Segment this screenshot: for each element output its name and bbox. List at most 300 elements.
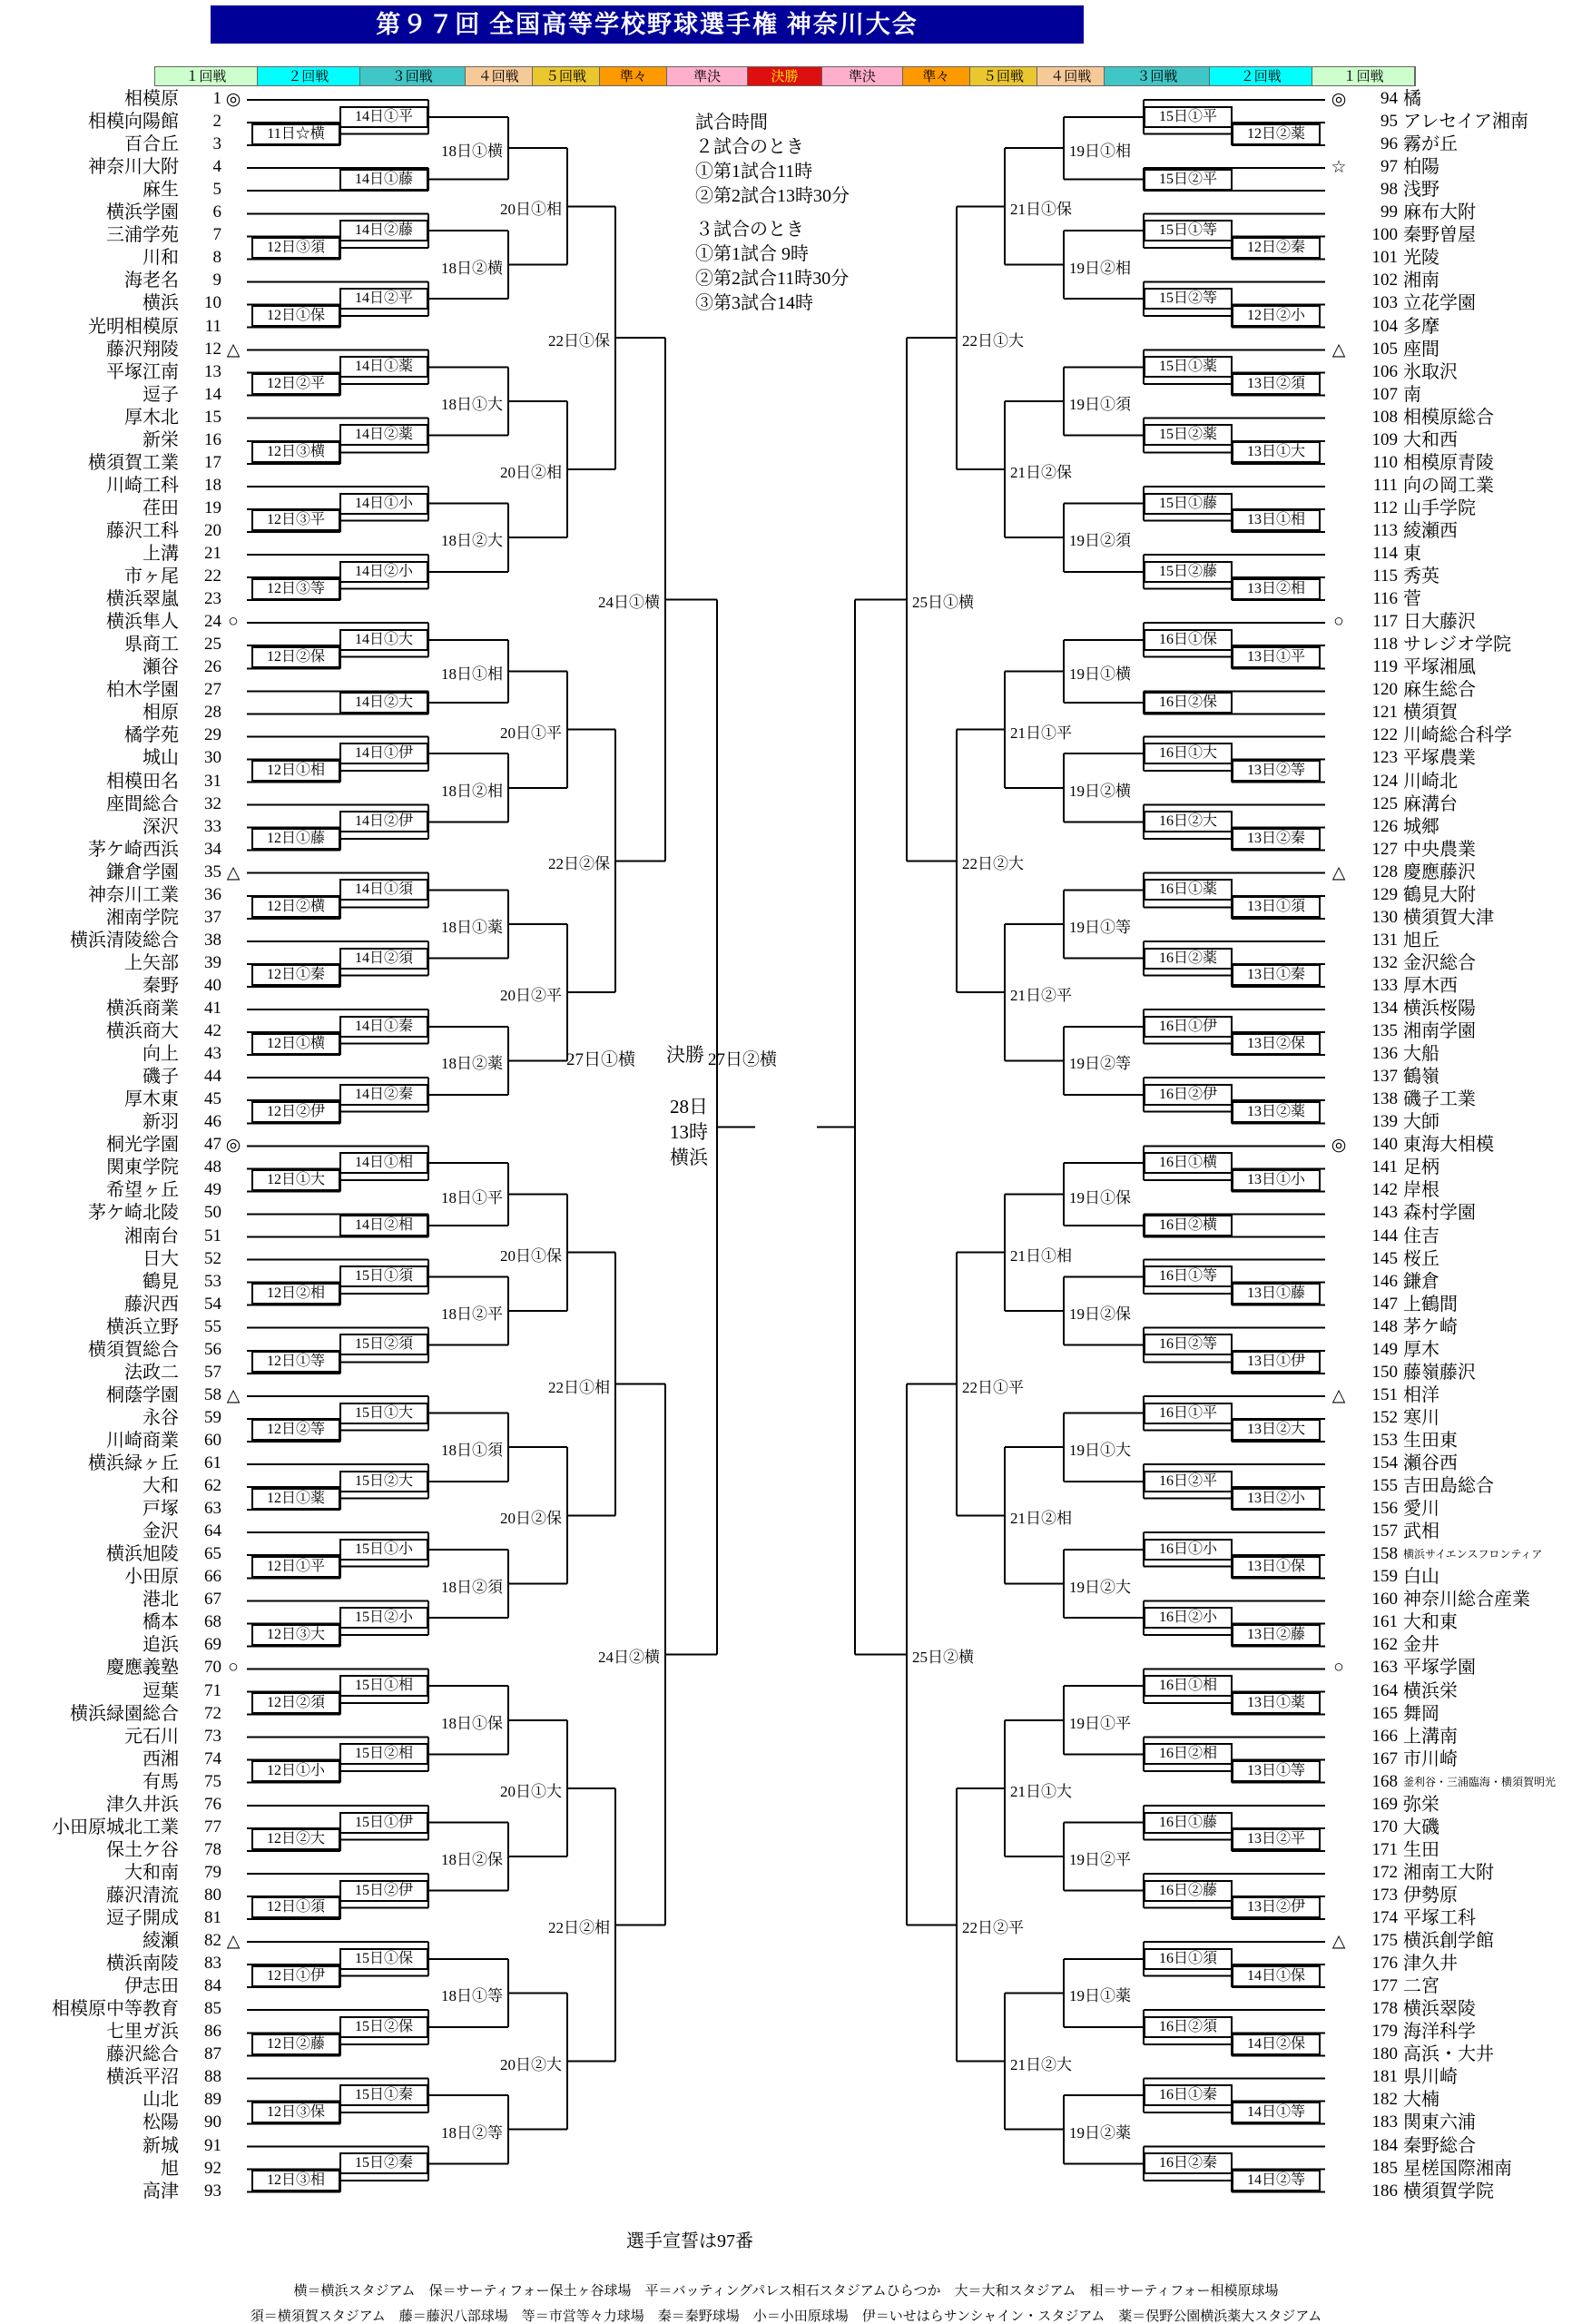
round-label: 20日②平 bbox=[500, 987, 562, 1005]
round-label: 22日①保 bbox=[548, 332, 610, 350]
team-number: 6 bbox=[212, 202, 221, 222]
second-round-match-box: 15日②保 bbox=[339, 2016, 428, 2038]
team-name: 新栄 bbox=[142, 429, 179, 450]
second-round-match-box: 16日②秦 bbox=[1144, 2152, 1233, 2174]
team-number: 26 bbox=[204, 657, 221, 677]
first-round-match-box: 13日②平 bbox=[1232, 1828, 1321, 1850]
team-name: 氷取沢 bbox=[1403, 361, 1458, 382]
first-round-match-box: 13日②相 bbox=[1232, 578, 1321, 600]
second-round-match-box: 16日②大 bbox=[1144, 811, 1233, 832]
team-number: 115 bbox=[1372, 566, 1398, 586]
team-name: 横浜翠陵 bbox=[1403, 1999, 1476, 2020]
second-round-match-box: 14日①相 bbox=[339, 1152, 428, 1174]
team-name: 上鶴間 bbox=[1403, 1294, 1458, 1315]
team-number: 175 bbox=[1371, 1931, 1398, 1951]
team-number: 32 bbox=[204, 793, 221, 813]
team-number: 46 bbox=[204, 1112, 221, 1132]
team-number: 158 bbox=[1371, 1544, 1398, 1564]
team-number: 146 bbox=[1371, 1271, 1398, 1291]
team-name: 慶應藤沢 bbox=[1403, 862, 1476, 882]
team-number: 100 bbox=[1371, 225, 1398, 245]
round-label: 18日①平 bbox=[441, 1188, 503, 1206]
round-bar-segment: 準々 bbox=[903, 67, 970, 85]
game-time-info-line: ①第1試合 9時 bbox=[695, 244, 809, 264]
team-name: 金沢総合 bbox=[1403, 952, 1476, 973]
team-name: 県川崎 bbox=[1403, 2067, 1458, 2088]
team-number: 28 bbox=[204, 703, 221, 723]
team-name: 釜利谷・三浦臨海・横須賀明光 bbox=[1403, 1775, 1557, 1788]
team-number: 137 bbox=[1371, 1067, 1398, 1087]
round-label: 20日①大 bbox=[500, 1782, 562, 1800]
team-name: 橋本 bbox=[142, 1612, 179, 1633]
team-number: 127 bbox=[1371, 839, 1398, 859]
team-number: 20 bbox=[204, 520, 221, 540]
team-number: 111 bbox=[1372, 475, 1398, 495]
team-name: 大和東 bbox=[1403, 1612, 1458, 1633]
second-round-match-box: 15日①伊 bbox=[339, 1812, 428, 1834]
team-name: 金沢 bbox=[142, 1521, 179, 1542]
team-name: 相模原青陵 bbox=[1403, 452, 1494, 473]
round-label: 19日②須 bbox=[1069, 532, 1131, 550]
team-number: 51 bbox=[204, 1226, 221, 1246]
second-round-match-box: 14日①須 bbox=[339, 879, 428, 901]
team-name: 横浜清陵総合 bbox=[70, 930, 179, 950]
round-label: 18日①須 bbox=[441, 1442, 503, 1460]
team-number: 98 bbox=[1380, 180, 1398, 200]
first-round-match-box: 13日②須 bbox=[1232, 373, 1321, 395]
team-number: 25 bbox=[204, 635, 221, 655]
team-number: 90 bbox=[204, 2112, 221, 2132]
team-name: 平塚学園 bbox=[1403, 1658, 1476, 1679]
seed-mark: ◎ bbox=[225, 90, 241, 109]
team-number: 3 bbox=[212, 134, 221, 154]
team-name: 相模田名 bbox=[106, 771, 179, 792]
team-name: 鎌倉 bbox=[1403, 1271, 1439, 1292]
round-label: 22日②大 bbox=[962, 855, 1024, 873]
first-round-match-box: 13日②保 bbox=[1232, 1033, 1321, 1055]
team-number: 31 bbox=[204, 771, 221, 791]
first-round-match-box: 13日①平 bbox=[1232, 646, 1321, 668]
round-label: 19日②保 bbox=[1069, 1305, 1131, 1323]
first-round-match-box: 14日①等 bbox=[1232, 2102, 1321, 2123]
second-round-match-box: 15日②薬 bbox=[1144, 424, 1233, 446]
team-name: 桜丘 bbox=[1403, 1248, 1439, 1269]
team-name: 小田原城北工業 bbox=[52, 1817, 179, 1837]
team-name: 平塚湘風 bbox=[1403, 657, 1476, 678]
round-label: 21日①平 bbox=[1010, 724, 1072, 742]
round-label: 18日①大 bbox=[441, 395, 503, 413]
team-number: 134 bbox=[1371, 999, 1398, 1018]
team-number: 5 bbox=[212, 180, 221, 200]
first-round-match-box: 11日☆横 bbox=[251, 123, 340, 145]
team-name: 川崎工科 bbox=[106, 475, 179, 496]
round-label: 18日①横 bbox=[441, 143, 503, 161]
team-name: 大磯 bbox=[1403, 1817, 1439, 1837]
team-name: 相模向陽館 bbox=[88, 112, 179, 133]
round-bar-segment: ２回戦 bbox=[1210, 67, 1312, 85]
team-name: 関東学院 bbox=[106, 1157, 179, 1178]
team-number: 157 bbox=[1371, 1521, 1398, 1541]
team-number: 159 bbox=[1371, 1567, 1398, 1587]
team-name: 白山 bbox=[1403, 1567, 1439, 1588]
seed-mark: ○ bbox=[228, 1658, 239, 1678]
team-number: 88 bbox=[204, 2067, 221, 2087]
team-name: 横須賀 bbox=[1403, 703, 1458, 724]
team-name: 座間 bbox=[1403, 339, 1439, 359]
team-name: 市川崎 bbox=[1403, 1748, 1458, 1769]
team-name: 湘南学園 bbox=[1403, 1021, 1476, 1042]
team-number: 24 bbox=[204, 612, 221, 632]
first-round-match-box: 13日①相 bbox=[1232, 509, 1321, 531]
team-number: 173 bbox=[1371, 1885, 1398, 1905]
team-number: 66 bbox=[204, 1567, 221, 1587]
team-name: 茅ケ崎西浜 bbox=[88, 839, 179, 860]
first-round-match-box: 12日①保 bbox=[251, 305, 340, 327]
first-round-match-box: 13日②等 bbox=[1232, 760, 1321, 782]
first-round-match-box: 13日②秦 bbox=[1232, 828, 1321, 850]
team-number: 122 bbox=[1371, 725, 1398, 745]
team-name: 横浜商大 bbox=[106, 1021, 179, 1042]
team-number: 72 bbox=[204, 1703, 221, 1723]
team-number: 8 bbox=[212, 248, 221, 268]
team-number: 4 bbox=[212, 157, 221, 177]
second-round-match-box: 16日①小 bbox=[1144, 1539, 1233, 1561]
team-number: 164 bbox=[1371, 1680, 1398, 1700]
first-round-match-box: 12日③等 bbox=[251, 578, 340, 600]
team-name: 光陵 bbox=[1403, 248, 1439, 269]
team-name: 横須賀工業 bbox=[88, 452, 179, 473]
first-round-match-box: 12日①伊 bbox=[251, 1965, 340, 1987]
round-bar-segment: ４回戦 bbox=[466, 67, 533, 85]
second-round-match-box: 15日①藤 bbox=[1144, 493, 1233, 515]
second-round-match-box: 14日②大 bbox=[339, 692, 428, 714]
team-name: 鶴見 bbox=[142, 1271, 179, 1292]
team-number: 13 bbox=[204, 361, 221, 381]
team-name: 森村学園 bbox=[1403, 1203, 1476, 1224]
team-name: サレジオ学院 bbox=[1403, 635, 1512, 655]
team-number: 83 bbox=[204, 1954, 221, 1974]
team-name: 百合丘 bbox=[124, 134, 179, 155]
team-number: 70 bbox=[204, 1658, 221, 1678]
first-round-match-box: 13日②藤 bbox=[1232, 1624, 1321, 1646]
team-name: 城山 bbox=[142, 748, 179, 769]
team-name: 港北 bbox=[142, 1590, 179, 1610]
team-name: 湘南台 bbox=[124, 1226, 179, 1246]
round-bar-segment: ５回戦 bbox=[533, 67, 600, 85]
first-round-match-box: 13日①伊 bbox=[1232, 1351, 1321, 1373]
team-number: 47 bbox=[204, 1135, 221, 1155]
team-number: 139 bbox=[1371, 1112, 1398, 1132]
team-number: 61 bbox=[204, 1453, 221, 1472]
team-name: 綾瀬 bbox=[142, 1931, 179, 1952]
team-name: 横浜翠嵐 bbox=[106, 589, 179, 610]
team-name: 川崎北 bbox=[1403, 771, 1458, 792]
team-name: 保土ケ谷 bbox=[106, 1839, 179, 1860]
team-name: 瀬谷 bbox=[142, 657, 179, 678]
team-number: 138 bbox=[1371, 1089, 1398, 1109]
second-round-match-box: 15日②藤 bbox=[1144, 561, 1233, 583]
team-number: 104 bbox=[1371, 316, 1398, 336]
team-name: 永谷 bbox=[142, 1407, 179, 1428]
team-name: 神奈川総合産業 bbox=[1403, 1590, 1530, 1610]
round-label: 21日②保 bbox=[1010, 464, 1072, 482]
team-number: 60 bbox=[204, 1430, 221, 1450]
round-bar-segment: ３回戦 bbox=[360, 67, 466, 85]
team-number: 182 bbox=[1371, 2090, 1398, 2110]
team-number: 107 bbox=[1371, 384, 1398, 404]
second-round-match-box: 14日①薬 bbox=[339, 356, 428, 378]
team-number: 93 bbox=[204, 2181, 221, 2201]
first-round-match-box: 13日①須 bbox=[1232, 896, 1321, 918]
team-name: 大和 bbox=[142, 1476, 179, 1497]
team-name: 横浜緑ヶ丘 bbox=[88, 1453, 179, 1473]
second-round-match-box: 16日②等 bbox=[1144, 1334, 1233, 1355]
team-number: 43 bbox=[204, 1044, 221, 1064]
team-name: 秦野曽屋 bbox=[1403, 225, 1476, 246]
team-number: 152 bbox=[1371, 1407, 1398, 1427]
first-round-match-box: 13日②小 bbox=[1232, 1488, 1321, 1510]
team-number: 10 bbox=[204, 293, 221, 313]
second-round-match-box: 14日②須 bbox=[339, 948, 428, 970]
first-round-match-box: 13日①等 bbox=[1232, 1760, 1321, 1782]
team-name: 上溝 bbox=[142, 544, 179, 564]
round-label: 18日①等 bbox=[441, 1987, 503, 2005]
team-name: 日大 bbox=[142, 1248, 179, 1269]
team-number: 128 bbox=[1371, 862, 1398, 881]
first-round-match-box: 12日②平 bbox=[251, 373, 340, 395]
team-number: 2 bbox=[212, 112, 221, 132]
game-time-info-line: ③第3試合14時 bbox=[695, 293, 813, 313]
team-name: 小田原 bbox=[124, 1567, 179, 1588]
team-number: 161 bbox=[1371, 1612, 1398, 1632]
team-name: 磯子工業 bbox=[1403, 1089, 1476, 1110]
team-number: 38 bbox=[204, 930, 221, 950]
team-number: 123 bbox=[1371, 748, 1398, 768]
team-number: 11 bbox=[204, 316, 221, 336]
team-number: 162 bbox=[1371, 1635, 1398, 1655]
team-name: 元石川 bbox=[124, 1726, 179, 1747]
game-time-info-line bbox=[695, 209, 850, 218]
team-number: 44 bbox=[204, 1067, 221, 1087]
seed-mark: ◎ bbox=[225, 1136, 241, 1156]
first-round-match-box: 12日③須 bbox=[251, 237, 340, 259]
team-number: 131 bbox=[1371, 930, 1398, 950]
round-label: 18日②保 bbox=[441, 1851, 503, 1869]
game-time-info bbox=[695, 111, 850, 316]
team-name: 金井 bbox=[1403, 1635, 1439, 1656]
team-number: 74 bbox=[204, 1748, 221, 1768]
team-name: 秀英 bbox=[1403, 566, 1439, 587]
team-name: 川和 bbox=[142, 248, 179, 269]
semifinal-left-label: 27日①横 bbox=[565, 1050, 635, 1069]
round-label: 20日①相 bbox=[500, 201, 562, 219]
round-label: 19日①等 bbox=[1069, 919, 1131, 937]
team-name: 新羽 bbox=[142, 1112, 179, 1133]
team-number: 53 bbox=[204, 1271, 221, 1291]
team-number: 39 bbox=[204, 952, 221, 972]
round-label: 22日②平 bbox=[962, 1919, 1024, 1937]
team-name: 県商工 bbox=[124, 635, 179, 655]
team-name: 新城 bbox=[142, 2135, 179, 2156]
second-round-match-box: 15日①小 bbox=[339, 1539, 428, 1561]
round-bar-segment: １回戦 bbox=[1312, 67, 1415, 85]
team-number: 99 bbox=[1380, 202, 1398, 222]
round-bar-segment: 準決 bbox=[822, 67, 902, 85]
round-label: 18日②大 bbox=[441, 532, 503, 550]
team-name: 厚木北 bbox=[124, 407, 179, 428]
team-number: 116 bbox=[1372, 589, 1398, 609]
seed-mark: △ bbox=[226, 1385, 241, 1405]
team-number: 160 bbox=[1371, 1590, 1398, 1610]
team-number: 81 bbox=[204, 1908, 221, 1927]
team-name: 向上 bbox=[142, 1044, 179, 1065]
round-label: 18日②等 bbox=[441, 2123, 503, 2142]
first-round-match-box: 13日②薬 bbox=[1232, 1101, 1321, 1123]
team-number: 64 bbox=[204, 1521, 221, 1541]
round-label: 20日②大 bbox=[500, 2055, 562, 2073]
team-number: 148 bbox=[1371, 1316, 1398, 1336]
team-name: 藤沢西 bbox=[124, 1294, 179, 1315]
team-number: 50 bbox=[204, 1203, 221, 1223]
team-name: 横浜栄 bbox=[1403, 1680, 1458, 1701]
team-number: 147 bbox=[1371, 1294, 1398, 1314]
second-round-match-box: 15日②相 bbox=[339, 1743, 428, 1765]
round-label: 22日②保 bbox=[548, 855, 610, 873]
round-bar-segment: 準々 bbox=[600, 67, 667, 85]
round-label: 18日②相 bbox=[441, 782, 503, 800]
team-name: 武相 bbox=[1403, 1521, 1439, 1542]
team-number: 178 bbox=[1371, 1999, 1398, 2019]
first-round-match-box: 13日①大 bbox=[1232, 441, 1321, 463]
team-name: 横浜旭陵 bbox=[106, 1544, 179, 1565]
team-number: 18 bbox=[204, 475, 221, 495]
team-name: 荏田 bbox=[142, 497, 179, 518]
second-round-match-box: 16日②平 bbox=[1144, 1471, 1233, 1492]
first-round-match-box: 12日②伊 bbox=[251, 1101, 340, 1123]
round-label: 18日②平 bbox=[441, 1305, 503, 1323]
team-name: 横浜平沼 bbox=[106, 2067, 179, 2088]
round-bar-segment: １回戦 bbox=[155, 67, 258, 85]
round-label: 18日①相 bbox=[441, 665, 503, 684]
team-number: 169 bbox=[1371, 1794, 1398, 1814]
team-name: 湘南学院 bbox=[106, 907, 179, 928]
seed-mark: ○ bbox=[1333, 1658, 1344, 1678]
team-number: 79 bbox=[204, 1862, 221, 1882]
team-number: 63 bbox=[204, 1499, 221, 1519]
first-round-match-box: 12日①平 bbox=[251, 1556, 340, 1578]
first-round-match-box: 14日②等 bbox=[1232, 2170, 1321, 2191]
seed-mark: ◎ bbox=[1331, 90, 1347, 109]
team-name: 深沢 bbox=[142, 816, 179, 837]
round-label: 22日①相 bbox=[548, 1378, 610, 1396]
round-bar-segment: 決勝 bbox=[748, 67, 822, 85]
team-number: 108 bbox=[1371, 407, 1398, 427]
team-number: 180 bbox=[1371, 2044, 1398, 2064]
team-name: 平塚江南 bbox=[106, 361, 179, 382]
team-number: 16 bbox=[204, 429, 221, 449]
second-round-match-box: 16日①秦 bbox=[1144, 2084, 1233, 2106]
team-name: 逗子 bbox=[142, 384, 179, 405]
game-time-info-line: ②第2試合13時30分 bbox=[695, 186, 850, 206]
first-round-match-box: 12日①大 bbox=[251, 1169, 340, 1191]
team-name: 市ヶ尾 bbox=[124, 566, 179, 587]
round-label: 19日②等 bbox=[1069, 1055, 1131, 1073]
team-number: 105 bbox=[1371, 339, 1398, 359]
first-round-match-box: 12日③平 bbox=[251, 509, 340, 531]
team-number: 132 bbox=[1371, 952, 1398, 972]
round-label: 25日①横 bbox=[912, 594, 974, 612]
team-name: 津久井 bbox=[1403, 1954, 1458, 1974]
team-name: 寒川 bbox=[1403, 1407, 1439, 1428]
team-number: 140 bbox=[1371, 1135, 1398, 1155]
first-round-match-box: 12日①相 bbox=[251, 760, 340, 782]
seed-mark: ◎ bbox=[1331, 1136, 1347, 1156]
team-number: 185 bbox=[1371, 2158, 1398, 2178]
team-number: 30 bbox=[204, 748, 221, 768]
team-name: 伊勢原 bbox=[1403, 1885, 1458, 1905]
team-name: 海老名 bbox=[124, 271, 179, 291]
team-number: 129 bbox=[1371, 884, 1398, 904]
team-name: 多摩 bbox=[1403, 316, 1439, 337]
team-name: 座間総合 bbox=[106, 793, 179, 814]
team-number: 136 bbox=[1371, 1044, 1398, 1064]
team-name: 中央農業 bbox=[1403, 839, 1476, 860]
seed-mark: △ bbox=[226, 340, 241, 359]
round-label: 21日②平 bbox=[1010, 987, 1072, 1005]
seed-mark: △ bbox=[1331, 1932, 1346, 1952]
team-number: 87 bbox=[204, 2044, 221, 2064]
team-name: 津久井浜 bbox=[106, 1794, 179, 1815]
team-number: 163 bbox=[1371, 1658, 1398, 1678]
team-number: 86 bbox=[204, 2022, 221, 2042]
team-number: 62 bbox=[204, 1476, 221, 1496]
team-name: 横浜商業 bbox=[106, 999, 179, 1019]
team-name: 川崎商業 bbox=[106, 1430, 179, 1451]
team-name: 鶴見大附 bbox=[1403, 884, 1476, 905]
team-number: 181 bbox=[1371, 2067, 1398, 2087]
stadium-legend-line2: 須＝横須賀スタジアム 藤＝藤沢八部球場 等＝市営等々力球場 秦＝秦野球場 小＝小田原球場 伊＝いせはらサンシャイン・スタジアム 薬＝俣野公園横浜薬大スタジアム bbox=[250, 2309, 1322, 2324]
team-name: 藤沢清流 bbox=[106, 1885, 179, 1905]
first-round-match-box: 12日②須 bbox=[251, 1692, 340, 1714]
team-name: 星槎国際湘南 bbox=[1403, 2158, 1512, 2179]
team-number: 135 bbox=[1371, 1021, 1398, 1041]
team-name: 伊志田 bbox=[124, 1976, 179, 1997]
round-label: 25日②横 bbox=[912, 1649, 974, 1667]
first-round-match-box: 12日①薬 bbox=[251, 1488, 340, 1510]
second-round-match-box: 16日②薬 bbox=[1144, 948, 1233, 970]
seed-mark: △ bbox=[226, 1932, 241, 1952]
second-round-match-box: 14日②薬 bbox=[339, 424, 428, 446]
team-number: 56 bbox=[204, 1339, 221, 1359]
team-name: 生田 bbox=[1403, 1839, 1439, 1860]
team-number: 29 bbox=[204, 725, 221, 745]
first-round-match-box: 14日②保 bbox=[1232, 2034, 1321, 2055]
second-round-match-box: 14日②藤 bbox=[339, 220, 428, 241]
team-name: 海洋科学 bbox=[1403, 2022, 1476, 2043]
second-round-match-box: 15日②大 bbox=[339, 1471, 428, 1492]
team-number: 40 bbox=[204, 975, 221, 995]
team-number: 49 bbox=[204, 1180, 221, 1200]
team-number: 126 bbox=[1371, 816, 1398, 836]
team-name: 厚木東 bbox=[124, 1089, 179, 1110]
team-name: 神奈川工業 bbox=[88, 884, 179, 905]
seed-mark: △ bbox=[1331, 1385, 1346, 1405]
team-name: 磯子 bbox=[142, 1067, 179, 1088]
team-number: 94 bbox=[1380, 89, 1398, 108]
team-number: 65 bbox=[204, 1544, 221, 1564]
team-number: 27 bbox=[204, 680, 221, 700]
team-name: 吉田島総合 bbox=[1403, 1476, 1494, 1497]
